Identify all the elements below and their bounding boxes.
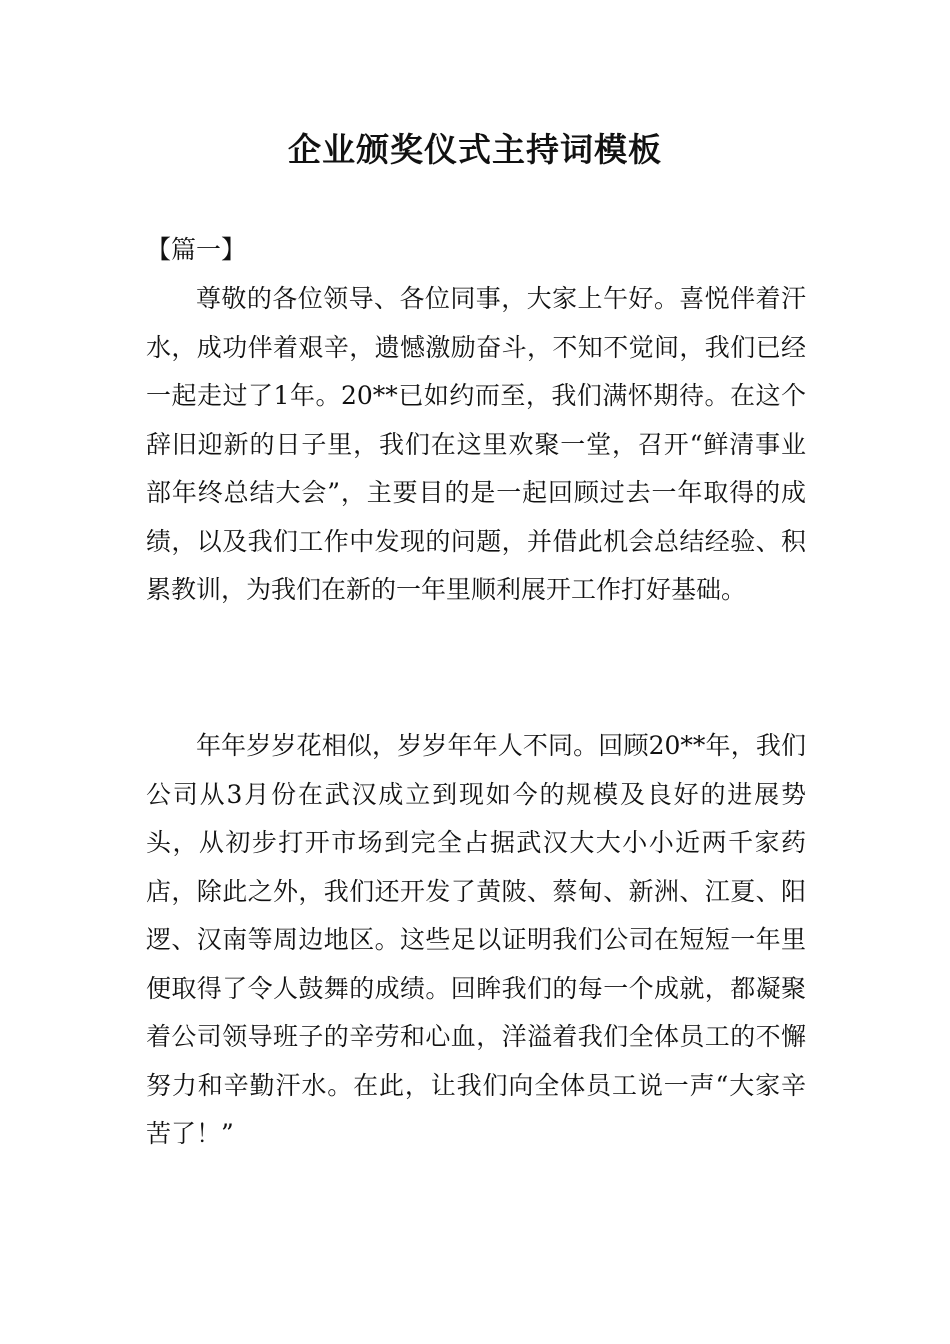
section-label: 【篇一】: [146, 235, 247, 264]
paragraph-2: 年年岁岁花相似，岁岁年年人不同。回顾20**年，我们公司从3月份在武汉成立到现如今的规模及良好的进展势头，从初步打开市场到完全占据武汉大大小小近两千家药店，除此之外，我们还开发了黄陂、蔡甸、新洲、江夏、阳逻、汉南等周边地区。这些足以证明我们公司在短短一年里便取得了令人鼓舞的成绩。回眸我们的每一个成就，都凝聚着公司领导班子的辛劳和心血，洋溢着我们全体员工的不懈努力和辛勤汗水。在此，让我们向全体员工说一声“大家辛苦了！”: [146, 731, 806, 1148]
document-title: 企业颁奖仪式主持词模板: [288, 130, 662, 169]
paragraph-1: 尊敬的各位领导、各位同事，大家上午好。喜悦伴着汗水，成功伴着艰辛，遗憾激励奋斗，不知不觉间，我们已经一起走过了1年。20**已如约而至，我们满怀期待。在这个辞旧迎新的日子里，我们在这里欢聚一堂，召开“鲜清事业部年终总结大会”，主要目的是一起回顾过去一年取得的成绩，以及我们工作中发现的问题，并借此机会总结经验、积累教训，为我们在新的一年里顺利展开工作打好基础。: [146, 284, 806, 604]
